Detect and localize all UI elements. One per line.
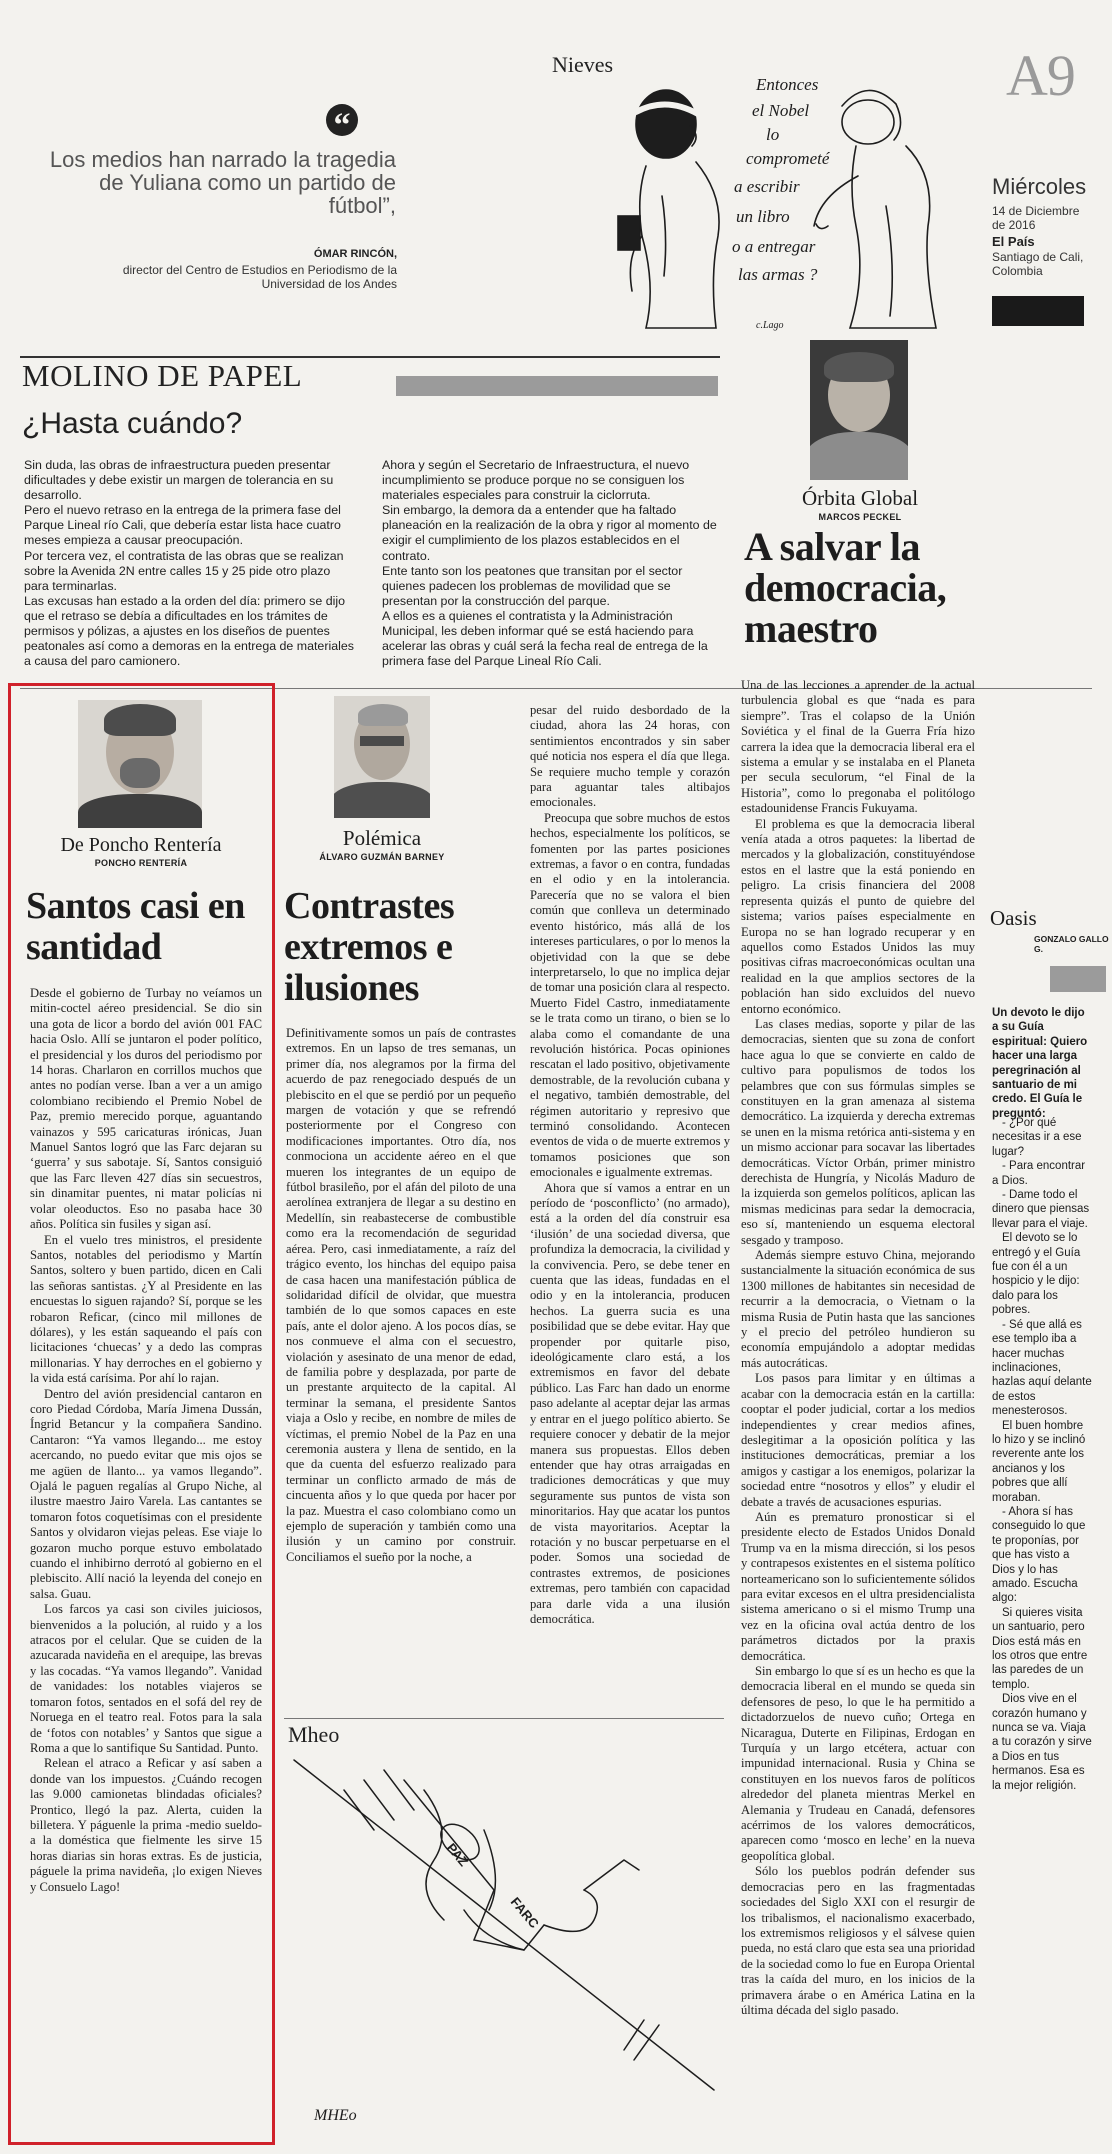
polemica-body-col2	[530, 703, 730, 1627]
article-paragraph: Relean el atraco a Reficar y así saben a donde van los impuestos. ¿Cuándo recogen las 9.000 camionetas blindadas oficiales? Prontico, llegó la paz. Alerta, cuiden la billetera. Y páguenle la prima -medio sueldo- a la doméstica que fielmente les sirve 15 horas diarias sin horas extras. Es de justicia, páguele la prima navideña, ¡lo exigen Nieves y Consuelo Lago!	[30, 1756, 262, 1894]
editorial-title: ¿Hasta cuándo?	[22, 407, 243, 440]
column-author: ÁLVARO GUZMÁN BARNEY	[319, 852, 445, 862]
editorial-paragraph: A ellos es a quienes el contratista y la Administración Municipal, les deben informar qué se está haciendo para acelerar las obras y cuál será la fecha real de entrega de la primera fase del Parque Lineal Río Cali.	[382, 608, 708, 669]
article-paragraph: Definitivamente somos un país de contrastes extremos. En un lapso de tres semanas, un primer día, nos alegramos por la firma del acuerdo de paz renegociado después de un plebiscito en el que se perdió por un pequeño margen de votación y que se refrendó posteriormente por el Congreso con modificaciones importantes. Otro día, nos conmociona un accidente aéreo en el que mueren los integrantes de un equipo de fútbol brasileño, por el afán del piloto de una aerolínea extranjera de llegar a su destino en Medellín, sin reabastecerse de combustible como era la recomendación de seguridad aérea. Pero, casi inmediatamente, a raíz del trágico evento, los hinchas del equipo paisa de casa hacen una manifestación pública de solidaridad difícil de olvidar, que muestra también de lo que somos capaces en este país, ante el dolor ajeno. A los pocos días, se nos conmueve el alma con el secuestro, violación y asesinato de una menor de edad, de familia pobre y desplazada, por parte de un prestante arquitecto de la capital. Al terminar la semana, el presidente Santos viaja a Oslo y recibe, en nombre de miles de víctimas, el premio Nobel de la Paz en una ceremonia austera y llena de sentido, en la que da cuenta del esfuerzo realizado para terminar un conflicto armado de más de cincuenta años y lo que queda por hacer por la paz. Muestra el caso colombiano como un ejemplo de superación y también como una ilusión y un camino por construir. Conciliamos el sueño por la noche, a	[286, 1026, 516, 1564]
oasis-intro: Un devoto le dijo a su Guía espiritual: Quiero hacer una larga peregrinación al santuario de mi credo. El Guía le preguntó:	[992, 1007, 1088, 1120]
article-paragraph: Sólo los pueblos podrán defender sus democracias pero en las fragmentadas sociedades del Siglo XXI con el resurgir de los tribalismos, el nacionalismo exacerbado, los extremismos religiosos y el sálvese quien pueda, no está claro que esta sea una prioridad de la sociedad como lo fue en Europa Oriental tras la caída del muro, en los inicios de la primavera árabe o en América Latina en la última década del siglo pasado.	[741, 1864, 975, 2017]
cartoon-signature: c.Lago	[756, 320, 784, 331]
masthead-bar	[992, 296, 1084, 326]
column-name: Polémica	[342, 826, 422, 850]
quote-author: ÓMAR RINCÓN,	[313, 248, 397, 260]
column-name: Oasis	[990, 906, 1037, 930]
editorial-paragraph: Ente tanto son los peatones que transitan por el sector quienes padecen los problemas de movilidad que se presentan por la construcción del parque.	[382, 563, 683, 608]
column-name: De Poncho Rentería	[60, 834, 222, 856]
article-paragraph: En el vuelo tres ministros, el presidente Santos, notables del periodismo y Martín Santos, soltero y buen partido, dicen en Cali las señoras santistas. ¿Y al Presidente en las encuestas lo siguen rajando? Sí, porque se les robaron Reficar, (cinco mil millones de dólares), y les están saqueando el país con licitaciones ‘chuecas’ y a dedo las compras millonarias. Y hay derroches en el gobierno y la vida está carísima. Por ahí lo rajan.	[30, 1232, 262, 1386]
oasis-line: Dios vive en el corazón humano y nunca se va. Viaja a tu corazón y sirve a Dios en tus hermanos. Esa es la mejor religión.	[992, 1693, 1092, 1792]
cartoon-label: PAZ	[443, 1840, 472, 1870]
editorial-paragraph: Sin embargo, la demora da a entender que ha faltado planeación en la realización de la obra y rigor al momento de exigir el cumplimiento de los plazos establecidos en el contrato.	[382, 503, 717, 563]
article-paragraph: Además siempre estuvo China, mejorando sustancialmente la situación económica de sus 1300 millones de habitantes sin necesidad de recurrir a la democracia, o Vietnam o la misma Rusia de Putin hasta que las sanciones y el precio del petróleo hundieron su economía empujándolo a adoptar medidas más autocráticas.	[741, 1248, 975, 1370]
editorial-paragraph: Por tercera vez, el contratista de las obras que se realizan sobre la Avenida 2N entre calles 15 y 25 pide otro plazo para terminarlas.	[24, 548, 344, 593]
cartoon-speech-line: Entonces	[756, 75, 819, 94]
orbita-body	[741, 678, 975, 2018]
article-paragraph: Preocupa que sobre muchos de estos hechos, especialmente los políticos, se fomenten por las partes posiciones extremas, a favor o en contra, fundadas en el odio y en la intolerancia. Parecería que no se valora el bien común que conlleva un determinado evento histórico, más allá de los intereses particulares, o por lo menos la objetividad con la que se debe interpretarselo, lo que no implica dejar de tomar una posición clara al respecto. Muerto Fidel Castro, inmediatamente se le trata como un tirano, o bien se lo alaba como el comandante de una revolución histórica. Pocas opiniones rescatan el lado positivo, objetivamente demostrable, de la revolución cubana y el negativo, también demostrable, del régimen autoritario y represivo que terminó consolidando. Acontecen eventos de vida o de muerte extremos y tomamos posiciones que son emocionales e igualmente extremas.	[530, 810, 730, 1180]
article-paragraph: pesar del ruido desbordado de la ciudad, ahora las 24 horas, con sentimientos encontrados y sin saber qué noticia nos espera el día que llega. Se requiere mucho temple y corazón para aguantar tales altibajos emocionales.	[530, 703, 730, 810]
editorial-paragraph: Ahora y según el Secretario de Infraestructura, el nuevo incumplimiento se produce porque no se consiguen los materiales especiales para construir la ciclorruta.	[382, 458, 690, 503]
cartoon-speech-line: comprometé	[746, 149, 830, 168]
quote-role: director del Centro de Estudios en Periodismo de la Universidad de los Andes	[122, 263, 397, 291]
cartoon-speech-line: o a entregar	[732, 237, 816, 256]
oasis-line: - ¿Por qué necesitas ir a ese lugar?	[992, 1117, 1082, 1158]
column-name: Órbita Global	[801, 486, 919, 510]
cartoon-speech-line: un libro	[736, 207, 790, 226]
quote-mark: “	[326, 104, 358, 136]
article-paragraph: Sin embargo lo que sí es un hecho es que la democracia liberal en el mundo se queda sin defensores de peso, lo que le ha permitido a dictadorzuelos de nuevo cuño; Ortega en Nicaragua, Duterte en Filipinas, Erdogan en Turquía y un largo etcétera, actuar con impunidad internacional. Rusia y China se constituyen en los nuevos faros de políticos alrededor del planeta mientras Merkel en Alemania y Trudeau en Canadá, defensores acérrimos de los valores democráticos, aparecen como ‘mosco en leche’ en la nueva geopolítica global.	[741, 1664, 975, 1863]
article-paragraph: Las clases medias, soporte y pilar de las democracias, sienten que su zona de confort hace agua lo que se convierte en caldo de cultivo para populismos de todos los pelambres que con sus fórmulas simples se constituyen en la gran amenaza al sistema democrático. La izquierda y derecha extremas se unen en la misma retórica anti-sistema y en un mismo accionar para socavar las libertades democráticas. Víctor Orbán, primer ministro derechista de Hungría, y Nicolás Maduro de la izquierda son gemelos políticos, aplican las mismas medicinas para sedar la democracia, eso sí, manteniendo un esquema electoral sesgado y tramposo.	[741, 1016, 975, 1247]
author-photo	[810, 340, 908, 480]
mheo-cartoon	[284, 1750, 724, 2130]
oasis-line: Si quieres visita un santuario, pero Dios está más en los otros que entre las paredes de un templo.	[992, 1606, 1088, 1691]
article-paragraph: Aún es prematuro pronosticar si el presidente electo de Estados Unidos Donald Trump va en la misma dirección, si los pesos y contrapesos existentes en el sistema político norteamericano son lo suficientemente sólidos para evitar excesos en el ultra presidencialista sistema americano o si el mismo Trump una vez en la oficina oval actúa dentro de los parámetros dictados por la praxis democrática.	[741, 1509, 975, 1663]
editorial-paragraph: Pero el nuevo retraso en la entrega de la primera fase del Parque Lineal río Cali, que debería estar lista hace cuatro meses empieza a causar preocupación.	[24, 503, 341, 548]
author-photo	[78, 700, 202, 828]
oasis-line: - Para encontrar a Dios.	[992, 1160, 1086, 1187]
page-number: A9	[1006, 43, 1075, 108]
editorial-col1	[24, 458, 354, 669]
article-paragraph: Dentro del avión presidencial cantaron en coro Piedad Córdoba, María Jimena Dussán, Íngrid Betancur y la compañera Sandino. Cantaron: “Ya vamos llegando... me estoy acercando, no puedo evitar que mis ojos se me agüen de llanto... ya vamos llegando”. Ojalá le paguen regalías al Grupo Niche, al ilustre maestro Jairo Varela. Las cantantes se tomaron fotos coquetísimas con el presidente Santos y olvidaron viejas peleas. Ese viaje lo gozaron mucho porque estuvo embolatado cuando el inhibirno derrotó al gobierno en el plebiscito. Allí nació la leyenda del conejo en salsa. Guau.	[30, 1386, 262, 1601]
cartoon-signature: MHEo	[314, 2107, 357, 2124]
article-paragraph: Los pasos para limitar y en últimas a acabar con la democracia están en la cartilla: cooptar el poder judicial, cortar a los medios independientes y crear medios afines, deslegitimar a la oposición política y las instituciones democráticas, premiar a los amigos y castigar a los enemigos, polarizar la sociedad entre “nosotros y ellos” y eludir el debate a través de acusaciones espurias.	[741, 1371, 975, 1509]
cartoon-label: FARC	[507, 1894, 542, 1932]
editorial-paragraph: Sin duda, las obras de infraestructura pueden presentar dificultades y debe existir un margen de tolerancia en su desarrollo.	[24, 458, 334, 503]
article-paragraph: El problema es que la democracia liberal venía atada a otros paquetes: la libertad de mercados y la globalización, constituyéndose estos en el lastre que la está poniendo en peligro. La crisis financiera del 2008 representa quizás el punto de quiebre del sistema; varios países especialmente en Europa no se han logrado recuperar y en aquellos como Estados Unidos las muy positivas cifras macroeconómicas ocultan una realidad en la que amplios sectores de la población han sido excluidos del nuevo entorno económico.	[741, 816, 975, 1016]
oasis-line: - Sé que allá es ese templo iba a hacer muchas inclinaciones, hazlas aquí delante de estos menesterosos.	[992, 1318, 1092, 1418]
section-title: MOLINO DE PAPEL	[22, 358, 303, 393]
article-paragraph: Una de las lecciones a aprender de la actual turbulencia global es que “nada es para siempre”. Tras el colapso de la Unión Soviética y el final de la Guerra Fría hizo carrera la idea que la democracia liberal era el sistema a emular y se instalaba en el Planeta per secula seculorum, “el Final de la Historia”, como lo pregonaba el politólogo estadounidense Francis Fukuyama.	[741, 678, 975, 816]
oasis-body	[992, 1116, 1092, 1793]
cartoon-speech-line: las armas ?	[738, 265, 818, 284]
paper-name: El País	[992, 234, 1035, 249]
editorial-col2	[382, 458, 718, 669]
oasis-line: - Ahora sí has conseguido lo que te proponías, por que has visto a Dios y lo has amado. Escucha algo:	[992, 1505, 1086, 1605]
oasis-line: El devoto se lo entregó y el Guía fue con él a un hospicio y le dijo: dalo para los pobres.	[992, 1232, 1081, 1317]
column-author: PONCHO RENTERÍA	[94, 858, 188, 868]
cartoon-title: Mheo	[288, 1722, 340, 1747]
column-author: GONZALO GALLO G.	[1034, 934, 1109, 954]
cartoon-speech-line: lo	[766, 125, 780, 144]
cartoon-speech-line: a escribir	[734, 177, 800, 196]
author-photo	[334, 696, 430, 818]
editorial-paragraph: Las excusas han estado a la orden del día: primero se dijo que el retraso se debía a dificultades en los trámites de permisos y pólizas, a ajustes en los diseños de puentes peatonales así como a demoras en la entrega de materiales a causa del paro camionero.	[24, 593, 354, 669]
divider	[284, 1718, 724, 1719]
article-paragraph: Desde el gobierno de Turbay no veíamos un mitin-coctel aéreo presidencial. Se dio sin una gota de licor a bordo del avión 001 FAC hacia Oslo. Allí se juntaron el poder político, el presidencial y los duros del periodismo por 14 horas. Charlaron en corrillos muchos que antes no podían verse. Iban a ver a un amigo colombiano recibiendo el Premio Nobel de Paz, premio merecido porque, aguantando vainazos y 595 caricaturas irónicas, Juan Manuel Santos logró que las Farc dejaran su ‘guerra’ y sus sabotaje. Sí, Santos consiguió que las Farc lleven 427 días sin secuestros, sin dinamitar puentes, ni matar policías ni volar oleoductos. Eso no pasaba hace 30 años. Política sin fusiles y sigan así.	[30, 986, 262, 1232]
polemica-body-col1	[286, 1026, 516, 1565]
oasis-bar	[1050, 966, 1106, 992]
column-author: MARCOS PECKEL	[818, 512, 902, 522]
article-paragraph: Los farcos ya casi son civiles juiciosos, bienvenidos a la polución, al ruido y a los atracos por el celular. Que se cuiden de la azucarada navideña en el arequipe, las brevas y las cocadas. “Ya vamos llegando”. Vanidad de vanidades: los notables viajeros se tomaron fotos, sentados en el sofá del rey de Noruega en el teatro real. Fotos para la sala de ‘fotos con notables’ y Santos que sigue a Roma a que lo santifique Su Santidad. Punto.	[30, 1602, 262, 1755]
date-day: Miércoles	[992, 174, 1087, 199]
header-quote: Los medios han narrado la tragedia de Yuliana como un partido de fútbol”,	[49, 147, 396, 218]
section-title-bar	[396, 376, 718, 396]
article-title: A salvar la democracia, maestro	[744, 524, 947, 651]
nieves-cartoon	[606, 66, 966, 338]
oasis-line: - Dame todo el dinero que piensas llevar para el viaje.	[992, 1189, 1090, 1230]
article-title: Contrastes extremos e ilusiones	[284, 885, 455, 1009]
cartoon-title: Nieves	[552, 52, 614, 77]
article-paragraph: Ahora que sí vamos a entrar en un período de ‘posconflicto’ (no armado), está a la orden del día construir esa ‘ilusión’ de una sociedad diversa, que profundiza la democracia, la civilidad y la convivencia. Pero, se debe tener en cuenta que las ideas, fundadas en el odio y en la intolerancia, producen hechos. La guerra sucia es una posibilidad que se debe evitar. Hay que propender por quitarle piso, ideológicamente claro está, a los extremismos en favor del debate público. Las Farc han dado un enorme paso adelante al aceptar dejar las armas y entrar en el juego político abierto. Se requiere conocer y debatir de la mejor manera sus propuestas. Ellos deben entender que hay otras arraigadas en tradiciones democráticas y que muy seguramente sus puntos de vista son minoritarios. Hay que acatar los puntos de vista mayoritarios. Aceptar la rotación y no buscar perpetuarse en el poder. Somos una sociedad de contrastes extremos, de posiciones extremas, pero también con capacidad para darle vida a una ilusión democrática.	[530, 1180, 731, 1626]
cartoon-speech-line: el Nobel	[752, 101, 810, 120]
article-title: Santos casi en santidad	[26, 885, 245, 968]
poncho-body	[30, 986, 262, 1895]
paper-city: Santiago de Cali, Colombia	[992, 250, 1084, 278]
date-full: 14 de Diciembre de 2016	[992, 204, 1080, 232]
oasis-line: El buen hombre lo hizo y se inclinó reverente ante los ancianos y los pobres que allí moraban.	[992, 1419, 1086, 1504]
